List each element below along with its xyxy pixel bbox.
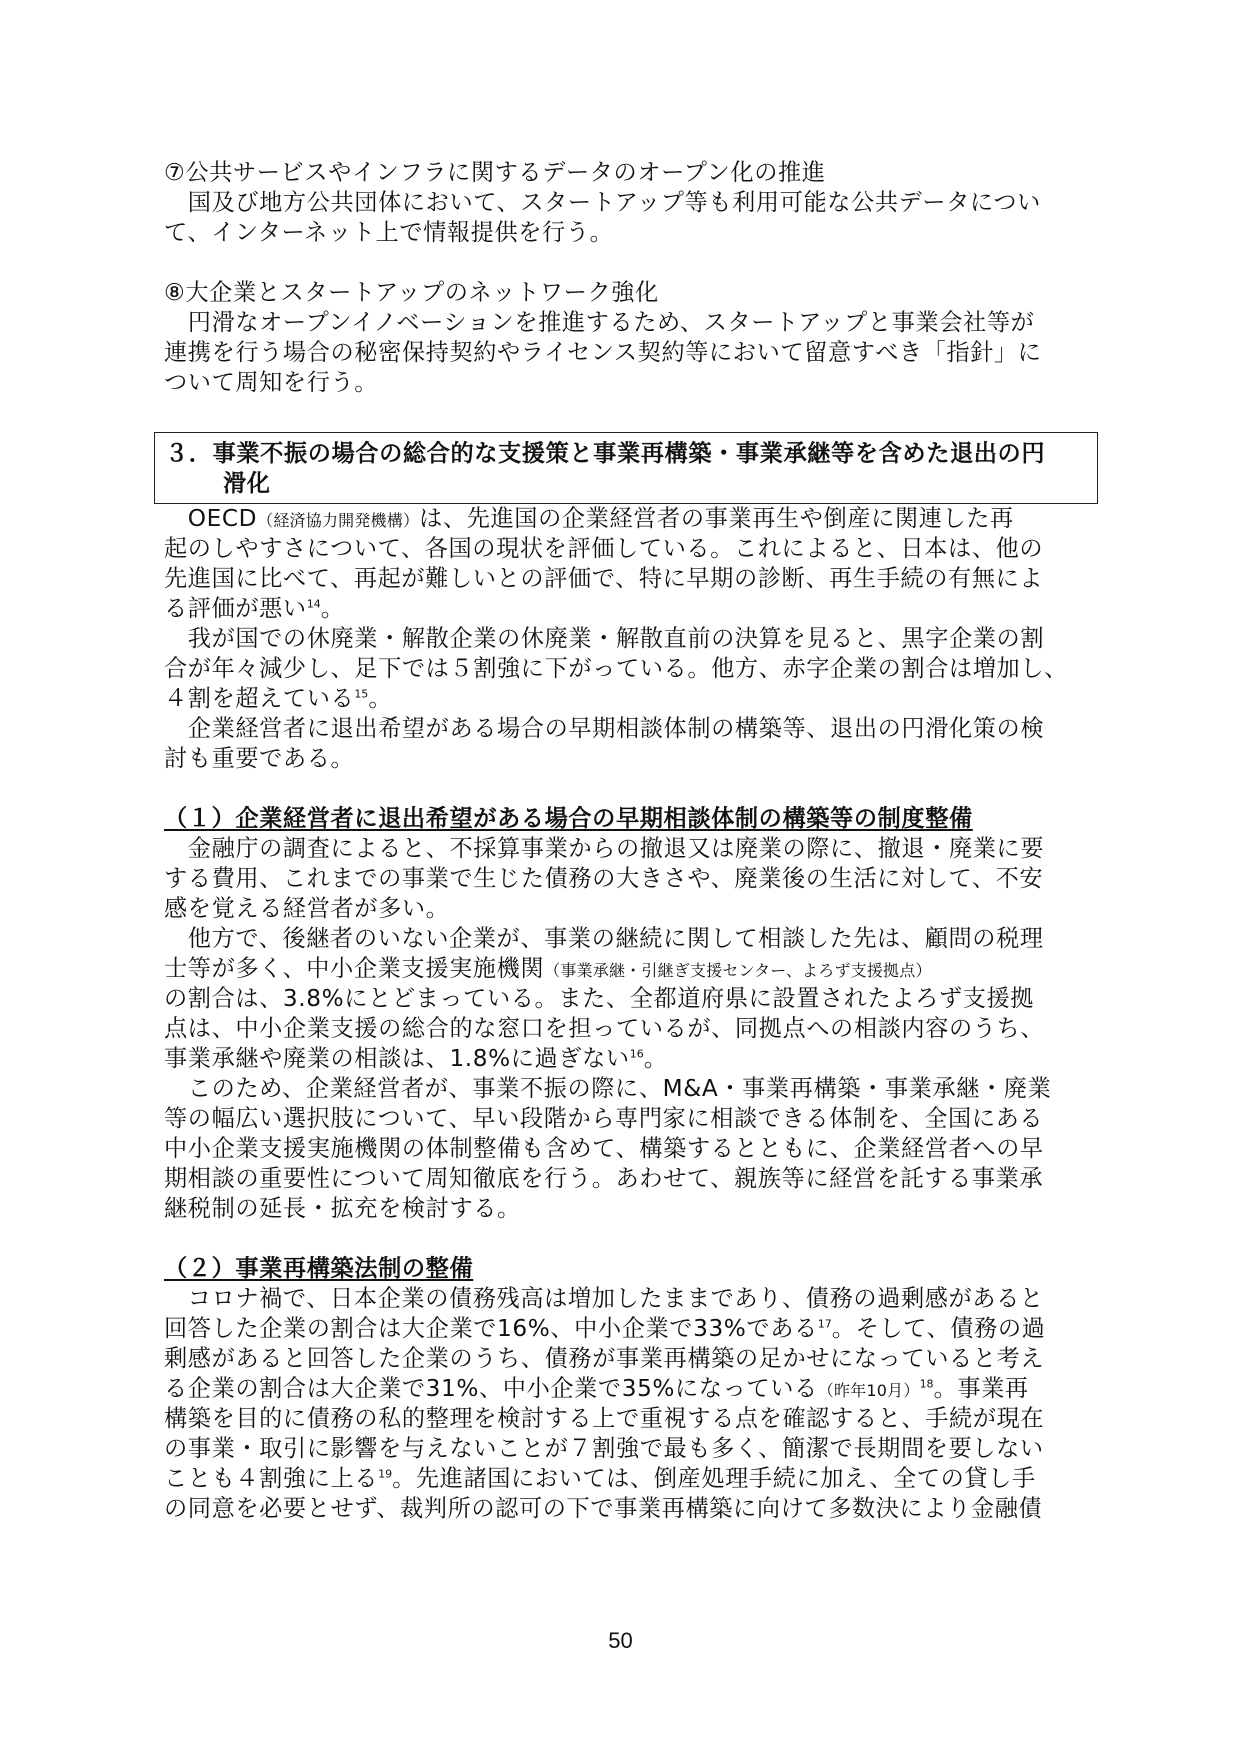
section3-p1-line (164, 504, 1096, 534)
spacer (164, 1224, 1096, 1254)
sub2-p1-line: 構築を目的に債務の私的整理を検討する上で重視する点を確認すると、手続が現在 (164, 1405, 1045, 1432)
sub2-p1-note-text: （昨年10月） (817, 1381, 920, 1400)
section3-p1-line: 先進国に比べて、再起が難しいとの評価で、特に早期の診断、再生手続の有無によ (164, 565, 1044, 592)
document-page (164, 158, 1096, 1524)
section3-heading-box (154, 432, 1098, 504)
sub1-p2-line: 点は、中小企業支援の総合的な窓口を担っているが、同拠点への相談内容のうち、 (164, 1015, 1045, 1042)
sub2-p1-text: 。そして、債務の過 (831, 1315, 1046, 1342)
section3-p2-text: ４割を超えている (164, 685, 355, 712)
footnote-ref-18: 18 (919, 1377, 934, 1391)
sub2-p1-line: の同意を必要とせず、裁判所の認可の下で事業再構築に向けて多数決により金融債 (164, 1495, 1043, 1522)
section3-title-line2: 滑化 (223, 470, 271, 497)
section3-p1-line: 起のしやすさについて、各国の現状を評価している。これによると、日本は、他の (164, 535, 1044, 562)
sub1-p3-line: 期相談の重要性について周知徹底を行う。あわせて、親族等に経営を託する事業承 (164, 1165, 1044, 1192)
sub2-p1-text: 。事業再 (933, 1375, 1029, 1402)
section3-p1-note-text: （経済協力開発機構） (257, 511, 420, 530)
sub1-p1-line: 金融庁の調査によると、不採算事業からの撤退又は廃業の際に、撤退・廃業に要 (164, 835, 1045, 862)
item7-body-line: 国及び地方公共団体において、スタートアップ等も利用可能な公共データについ (164, 189, 1041, 216)
sub2-p1-line: コロナ禍で、日本企業の債務残高は増加したままであり、債務の過剰感があると (164, 1285, 1044, 1312)
sub1-p3-line: 中小企業支援実施機関の体制整備も含めて、構築するとともに、企業経営者への早 (164, 1135, 1044, 1162)
sub2-heading-text: （２）事業再構築法制の整備 (164, 1255, 474, 1282)
sub2-p1-line (164, 1374, 1096, 1404)
item7-title: ⑦公共サービスやインフラに関するデータのオープン化の推進 (164, 159, 826, 186)
item8-body-line: 円滑なオープンイノベーションを推進するため、スタートアップと事業会社等が (164, 309, 1035, 336)
section3-p2-text: 。 (368, 685, 393, 712)
sub1-p2-text: 事業承継や廃業の相談は、1.8%に過ぎない (164, 1045, 630, 1072)
sub1-p3-line: 等の幅広い選択肢について、早い段階から専門家に相談できる体制を、全国にある (164, 1105, 1044, 1132)
section3-p3-line: 討も重要である。 (164, 745, 355, 772)
page-number: 50 (608, 1628, 633, 1653)
sub2-p1-line (164, 1314, 1096, 1344)
item8-body-line: ついて周知を行う。 (164, 369, 379, 396)
section3-p2-line (164, 684, 1096, 714)
sub1-heading (164, 804, 1096, 834)
footnote-ref-19: 19 (378, 1467, 393, 1481)
section3-p1-text: 。 (320, 595, 345, 622)
sub1-p2-text: 。 (643, 1045, 668, 1072)
item7-body-line: て、インターネット上で情報提供を行う。 (164, 219, 614, 246)
sub1-p2-note-text: （事業承継・引継ぎ支援センター、よろず支援拠点） (544, 961, 932, 980)
spacer (164, 398, 1096, 432)
sub1-heading-text: （１）企業経営者に退出希望がある場合の早期相談体制の構築等の制度整備 (164, 805, 973, 832)
section3-p1-text: る評価が悪い (164, 595, 307, 622)
sub1-p3-line: このため、企業経営者が、事業不振の際に、M&A・事業再構築・事業承継・廃業 (164, 1075, 1052, 1102)
section3-p1-text: OECD (164, 505, 258, 532)
sub2-p1-text: 。先進諸国においては、倒産処理手続に加え、全ての貸し手 (392, 1465, 1036, 1492)
section3-p2-line: 合が年々減少し、足下では５割強に下がっている。他方、赤字企業の割合は増加し、 (164, 655, 1068, 682)
sub1-p1-line: する費用、これまでの事業で生じた債務の大きさや、廃業後の生活に対して、不安 (164, 865, 1044, 892)
sub1-p1-line: 感を覚える経営者が多い。 (164, 895, 450, 922)
sub1-p2-line: 他方で、後継者のいない企業が、事業の継続に関して相談した先は、顧問の税理 (164, 925, 1044, 952)
footnote-ref-15: 15 (354, 687, 369, 701)
spacer (164, 774, 1096, 804)
sub2-p1-text: る企業の割合は大企業で31%、中小企業で35%になっている (164, 1375, 818, 1402)
sub2-heading (164, 1254, 1096, 1284)
sub1-p2-line (164, 1044, 1096, 1074)
section3-p2-line: 我が国での休廃業・解散企業の休廃業・解散直前の決算を見ると、黒字企業の割 (164, 625, 1045, 652)
item8-body-line: 連携を行う場合の秘密保持契約やライセンス契約等において留意すべき「指針」に (164, 339, 1042, 366)
sub2-p1-text: 回答した企業の割合は大企業で16%、中小企業で33%である (164, 1315, 818, 1342)
footnote-ref-17: 17 (817, 1317, 832, 1331)
section3-p3-line: 企業経営者に退出希望がある場合の早期相談体制の構築等、退出の円滑化策の検 (164, 715, 1045, 742)
sub2-p1-line: 剰感があると回答した企業のうち、債務が事業再構築の足かせになっていると考え (164, 1345, 1045, 1372)
footnote-ref-14: 14 (306, 597, 321, 611)
sub1-p2-line (164, 954, 1096, 984)
sub1-p2-line: の割合は、3.8%にとどまっている。また、全都道府県に設置されたよろず支援拠 (164, 985, 1035, 1012)
sub1-p2-text: 士等が多く、中小企業支援実施機関 (164, 955, 545, 982)
section3-p1-line (164, 594, 1096, 624)
sub2-p1-line (164, 1464, 1096, 1494)
item8-title: ⑧大企業とスタートアップのネットワーク強化 (164, 279, 659, 306)
spacer (164, 248, 1096, 278)
sub2-p1-line: の事業・取引に影響を与えないことが７割強で最も多く、簡潔で長期間を要しない (164, 1435, 1044, 1462)
section3-title-line1: ３．事業不振の場合の総合的な支援策と事業再構築・事業承継等を含めた退出の円 (165, 440, 1046, 467)
section3-p1-text: は、先進国の企業経営者の事業再生や倒産に関連した再 (419, 505, 1014, 532)
footnote-ref-16: 16 (629, 1047, 644, 1061)
sub1-p3-line: 継税制の延長・拡充を検討する。 (164, 1195, 521, 1222)
sub2-p1-text: ことも４割強に上る (164, 1465, 379, 1492)
